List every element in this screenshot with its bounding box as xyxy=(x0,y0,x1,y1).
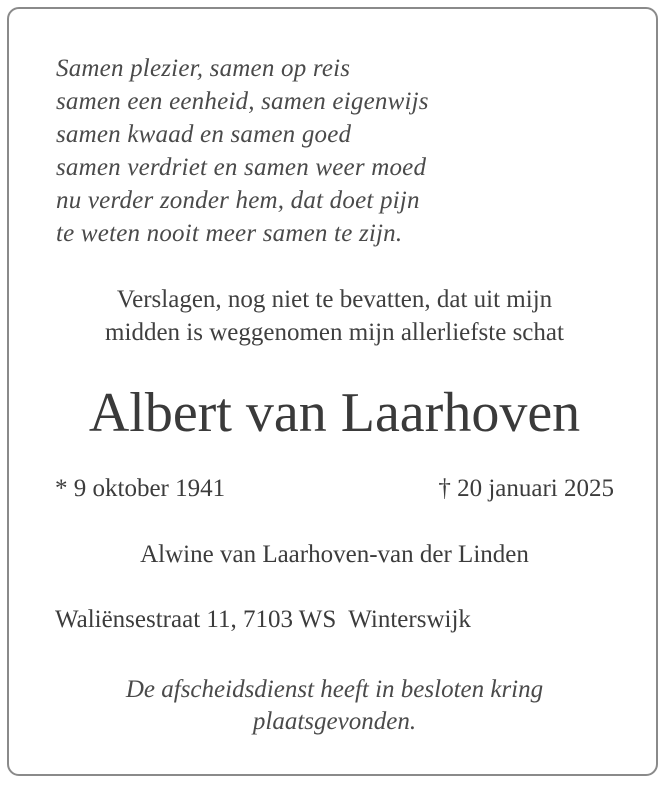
poem-line: samen een eenheid, samen eigenwijs xyxy=(56,88,429,115)
death-date: † 20 januari 2025 xyxy=(438,475,614,502)
poem-line: samen kwaad en samen goed xyxy=(56,121,352,148)
poem-line: nu verder zonder hem, dat doet pijn xyxy=(56,187,420,214)
address: Waliënsestraat 11, 7103 WS Winterswijk xyxy=(55,606,471,633)
closing-line: plaatsgevonden. xyxy=(252,708,417,735)
lead-text xyxy=(20,283,649,349)
closing-line: De afscheidsdienst heeft in besloten kring xyxy=(125,676,544,703)
lead-line: Verslagen, nog niet te bevatten, dat uit mijn xyxy=(116,286,553,313)
deceased-name: Albert van Laarhoven xyxy=(88,382,581,444)
poem xyxy=(56,52,616,250)
poem-line: Samen plezier, samen op reis xyxy=(56,55,351,82)
mourner-name: Alwine van Laarhoven-van der Linden xyxy=(140,541,529,568)
poem-line: te weten nooit meer samen te zijn. xyxy=(56,220,403,247)
poem-line: samen verdriet en samen weer moed xyxy=(56,154,427,181)
closing-text xyxy=(20,674,649,738)
lead-line: midden is weggenomen mijn allerliefste schat xyxy=(105,319,564,346)
birth-date: * 9 oktober 1941 xyxy=(55,475,226,502)
